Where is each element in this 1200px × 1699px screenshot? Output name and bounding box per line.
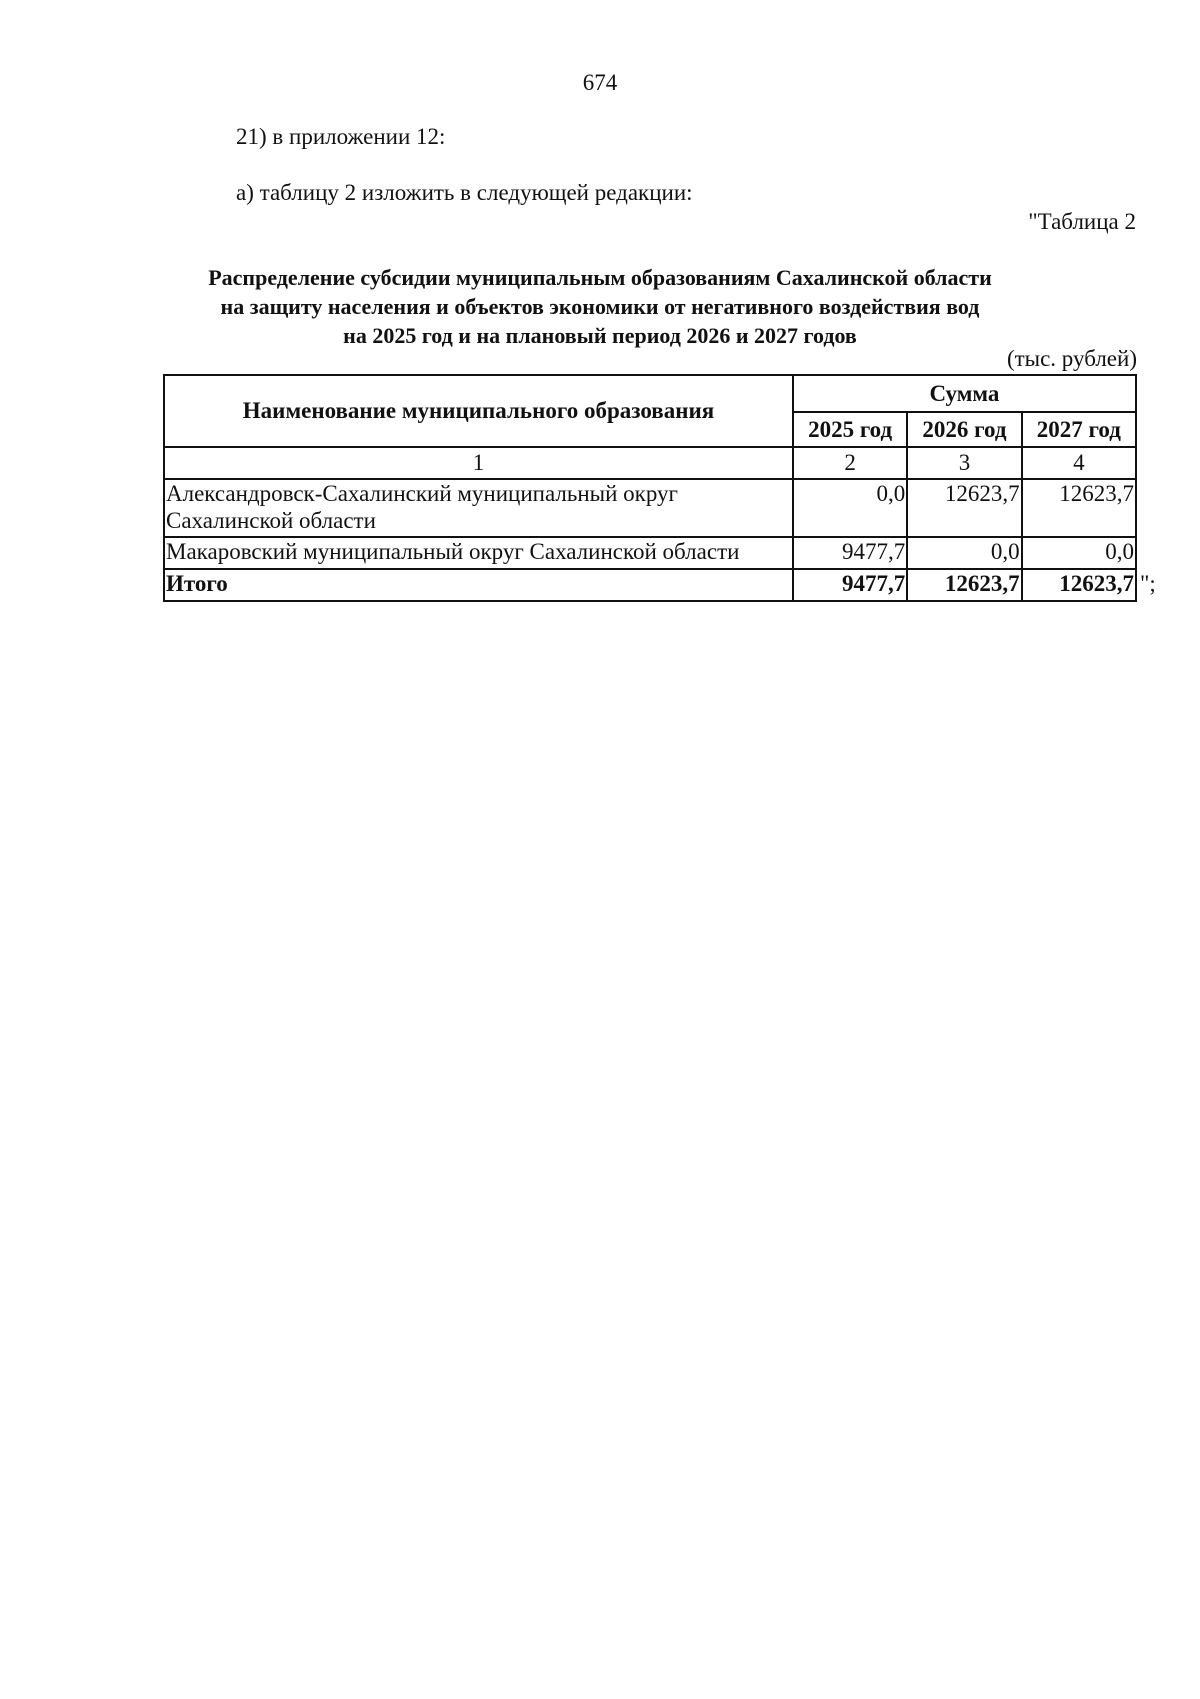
total-2027: 12623,7	[1022, 569, 1136, 601]
column-index-row	[164, 447, 1136, 479]
document-title	[150, 263, 1050, 350]
header-name: Наименование муниципального образования	[164, 375, 793, 447]
value-2025: 0,0	[793, 479, 907, 537]
header-year-2027: 2027 год	[1022, 412, 1136, 447]
municipality-name: Александровск-Сахалинский муниципальный округ Сахалинской области	[164, 479, 793, 537]
units-note: (тыс. рублей)	[1006, 346, 1137, 371]
closing-quote-mark: ";	[1140, 571, 1156, 596]
header-sum: Сумма	[793, 375, 1136, 412]
value-2027: 12623,7	[1022, 479, 1136, 537]
total-row	[164, 569, 1136, 601]
column-index: 3	[907, 447, 1021, 479]
table-row	[164, 479, 1136, 537]
table-label: "Таблица 2	[1028, 209, 1136, 234]
total-2025: 9477,7	[793, 569, 907, 601]
column-index: 1	[164, 447, 793, 479]
table-row	[164, 537, 1136, 569]
intro-subitem-a: а) таблицу 2 изложить в следующей редакции:	[236, 180, 693, 205]
value-2026: 12623,7	[907, 479, 1021, 537]
title-line-2: на защиту населения и объектов экономики от негативного воздействия вод	[220, 294, 980, 319]
value-2027: 0,0	[1022, 537, 1136, 569]
subsidy-table	[163, 374, 1137, 602]
header-year-2026: 2026 год	[907, 412, 1021, 447]
column-index: 4	[1022, 447, 1136, 479]
column-index: 2	[793, 447, 907, 479]
total-label: Итого	[164, 569, 793, 601]
value-2025: 9477,7	[793, 537, 907, 569]
title-line-3: на 2025 год и на плановый период 2026 и 2027 годов	[343, 323, 857, 348]
total-2026: 12623,7	[907, 569, 1021, 601]
page-number: 674	[582, 70, 618, 95]
intro-item-21: 21) в приложении 12:	[236, 124, 446, 149]
title-line-1: Распределение субсидии муниципальным образованиям Сахалинской области	[208, 265, 992, 290]
value-2026: 0,0	[907, 537, 1021, 569]
header-year-2025: 2025 год	[793, 412, 907, 447]
municipality-name: Макаровский муниципальный округ Сахалинской области	[164, 537, 793, 569]
